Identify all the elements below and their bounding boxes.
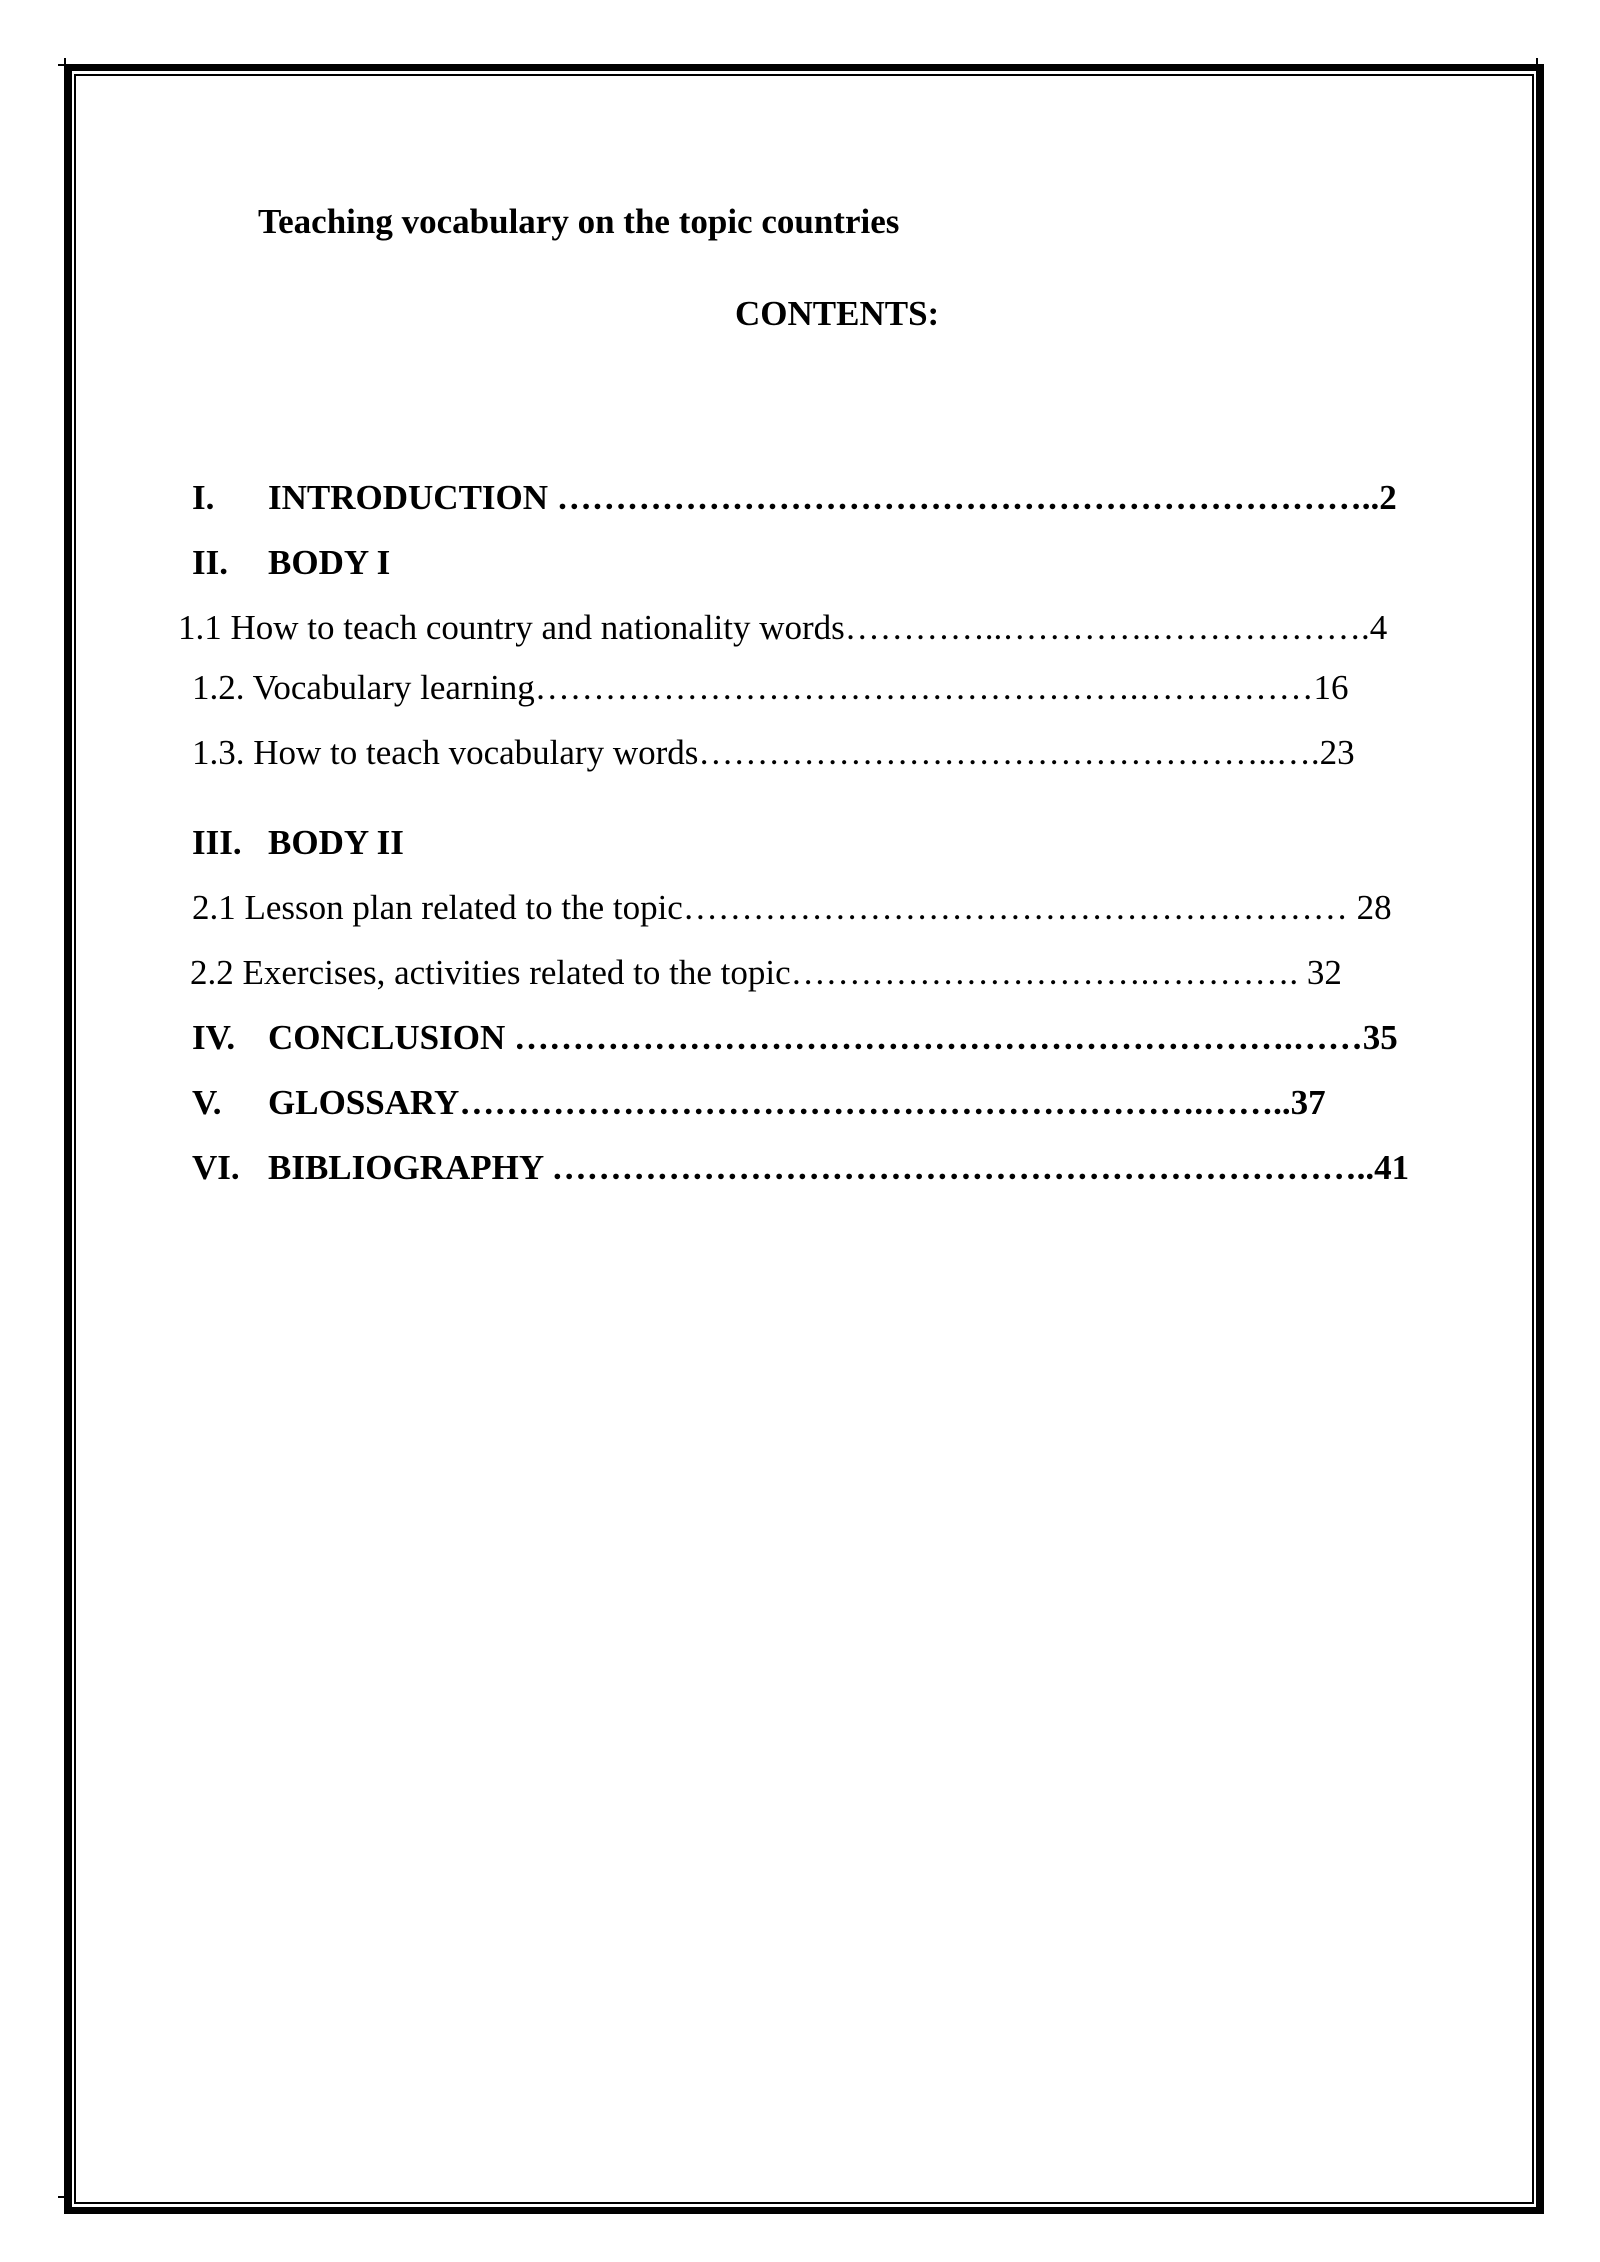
toc-entry-text: INTRODUCTION ……………………………………………………………..2 [268,478,1397,517]
toc-entry-number: VI. [192,1148,240,1187]
toc-entry-conclusion [192,1018,1398,1058]
toc-entry-1-1: 1.1 How to teach country and nationality words…………..………….……………….4 [178,608,1388,647]
toc-entry-body-two [192,823,404,863]
corner-mark-top-right [1536,58,1544,66]
toc-entry-number: IV. [192,1018,236,1057]
toc-entry-text: BODY I [268,543,391,582]
toc-entry-glossary [192,1083,1326,1123]
toc-entry-1-3: 1.3. How to teach vocabulary words…………………………………………..….23 [192,733,1355,772]
toc-entry-body-one [192,543,390,583]
toc-entry-bibliography [192,1148,1409,1188]
toc-entry-text: CONCLUSION ………………………………………………………….……35 [268,1018,1398,1057]
page-border-inner [74,74,1534,2204]
corner-mark-bottom-right [1536,2196,1544,2204]
corner-mark-top-left [58,58,66,66]
toc-entry-text: BODY II [268,823,404,862]
toc-entry-introduction [192,478,1397,518]
toc-entry-number: III. [192,823,242,862]
toc-entry-1-2: 1.2. Vocabulary learning…………………………………………….……………16 [192,668,1349,707]
document-title: Teaching vocabulary on the topic countries [258,202,900,241]
contents-heading: CONTENTS: [735,294,940,333]
toc-entry-number: II. [192,543,228,582]
toc-entry-number: V. [192,1083,222,1122]
toc-entry-text: GLOSSARY……………………………………………………….……..37 [268,1083,1326,1122]
toc-entry-2-1: 2.1 Lesson plan related to the topic………………………………………………… 28 [192,888,1392,927]
toc-entry-2-2: 2.2 Exercises, activities related to the topic………………………….…………. 32 [190,953,1342,992]
toc-entry-number: I. [192,478,215,517]
corner-mark-bottom-left [58,2196,66,2204]
toc-entry-text: BIBLIOGRAPHY ……………………………………………………………..41 [268,1148,1410,1187]
